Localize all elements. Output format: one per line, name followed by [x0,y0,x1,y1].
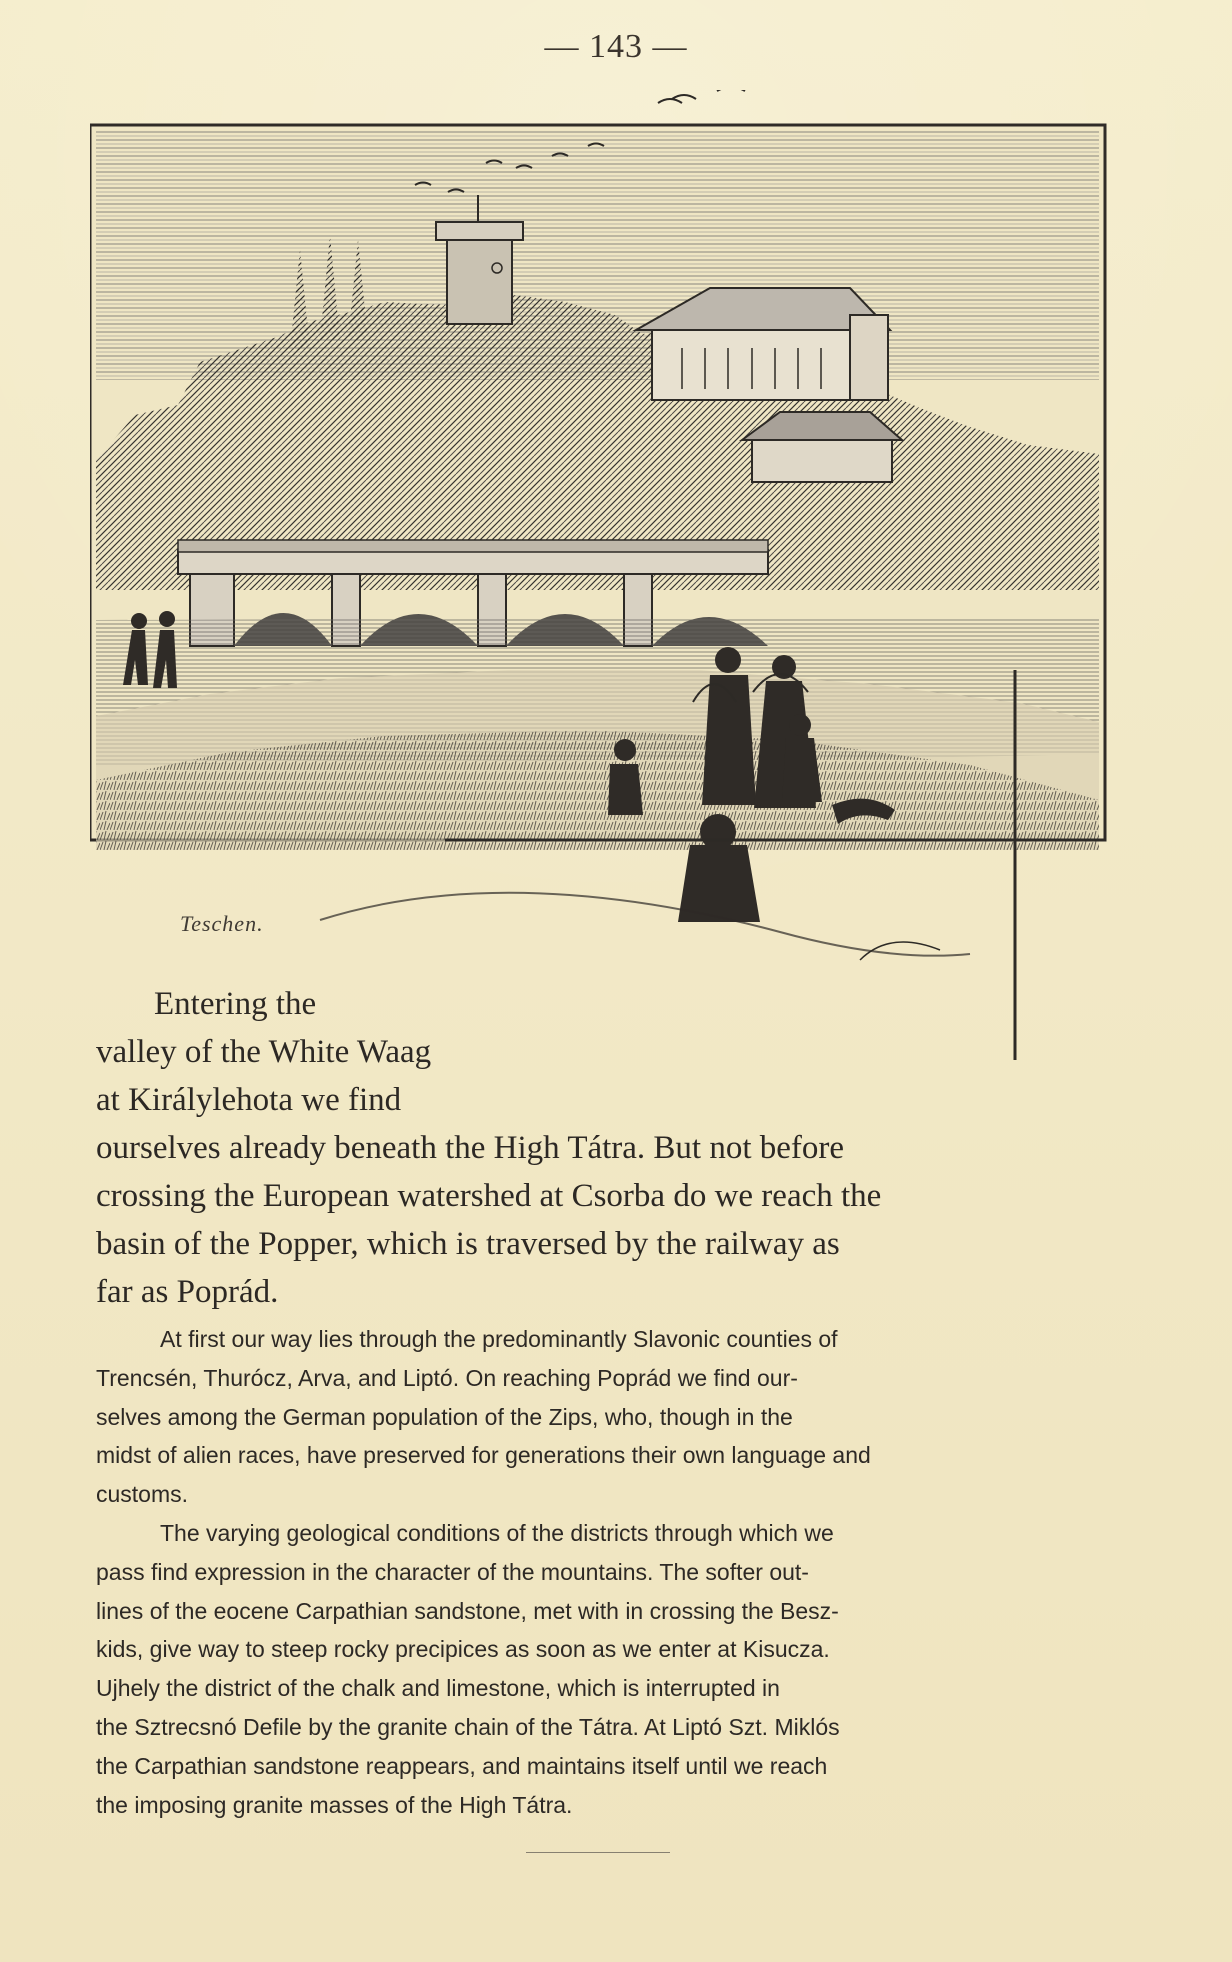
lead-line-5: crossing the European watershed at Csorba do we reach the [96,1178,882,1214]
lead-line-7: far as Poprád. [96,1274,279,1310]
artist-signature [860,942,940,960]
small-line-11: the Sztrecsnó Defile by the granite chain of the Tátra. At Liptó Szt. Miklós [96,1713,840,1740]
small-line-4: midst of alien races, have preserved for generations their own language and [96,1442,871,1469]
illustration-caption: Teschen. [180,911,264,936]
small-line-9: kids, give way to steep rocky precipices as soon as we enter at Kisucza. [96,1636,830,1663]
lead-line-1: Entering the [154,986,317,1022]
small-line-3: selves among the German population of the Zips, who, though in the [96,1403,793,1430]
small-line-13: the imposing granite masses of the High Tátra. [96,1791,573,1818]
small-line-6: The varying geological conditions of the districts through which we [160,1519,834,1546]
bottom-rule [526,1852,670,1853]
lead-line-3: at Királylehota we find [96,1082,402,1118]
small-line-1: At first our way lies through the predominantly Slavonic counties of [160,1326,838,1352]
body-text [96,1320,1126,1824]
small-line-12: the Carpathian sandstone reappears, and maintains itself until we reach [96,1752,828,1779]
small-line-7: pass find expression in the character of the mountains. The softer out- [96,1558,809,1585]
small-line-10: Ujhely the district of the chalk and limestone, which is interrupted in [96,1675,780,1702]
illustration-shading [320,893,970,956]
lead-paragraph [96,980,1136,1316]
lead-line-6: basin of the Popper, which is traversed by the railway as [96,1226,840,1262]
page-number: — 143 — [544,28,688,65]
small-line-2: Trencsén, Thurócz, Arva, and Liptó. On reaching Poprád we find our- [96,1364,798,1391]
small-line-8: lines of the eocene Carpathian sandstone, met with in crossing the Besz- [96,1597,839,1624]
small-house [742,412,902,482]
lead-line-2: valley of the White Waag [96,1034,432,1070]
lead-line-4: ourselves already beneath the High Tátra. But not before [96,1130,845,1166]
small-line-5: customs. [96,1481,189,1508]
